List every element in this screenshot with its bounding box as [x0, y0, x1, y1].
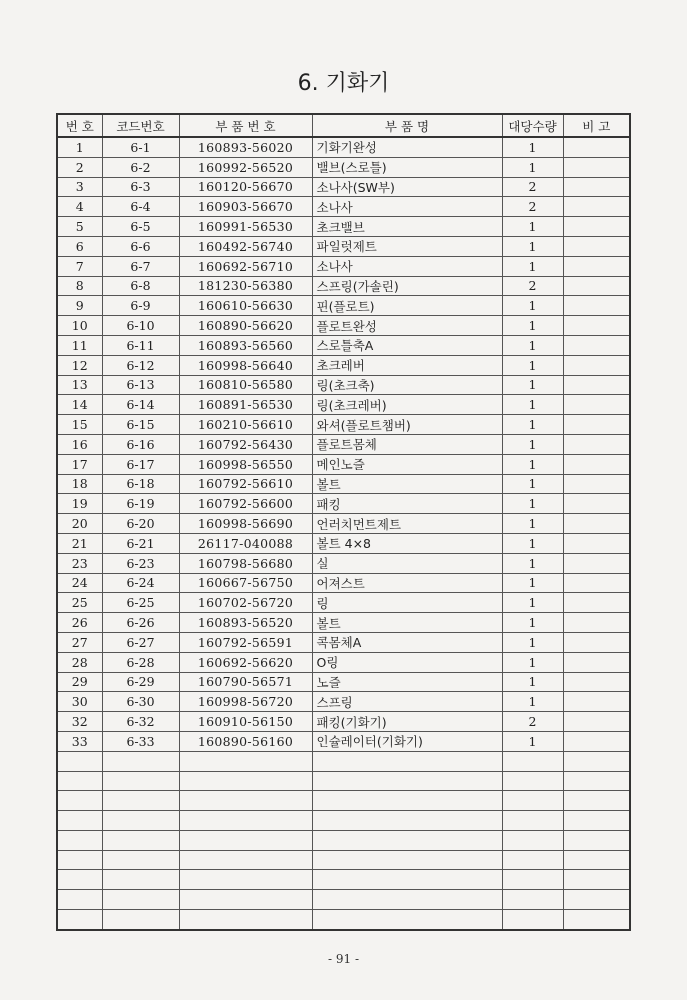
- row-part-number: 160798-56680: [179, 553, 312, 573]
- row-quantity: 1: [502, 573, 563, 593]
- row-part-name: 스로틀축A: [312, 335, 502, 355]
- row-code: 6-19: [102, 494, 179, 514]
- row-quantity: 2: [502, 197, 563, 217]
- row-part-name: 볼트: [312, 474, 502, 494]
- row-part-number: 160667-56750: [179, 573, 312, 593]
- row-quantity: 1: [502, 395, 563, 415]
- row-number: 33: [57, 731, 102, 751]
- table-row: [57, 514, 630, 534]
- empty-cell: [502, 870, 563, 890]
- row-code: 6-10: [102, 316, 179, 336]
- row-number: 12: [57, 355, 102, 375]
- row-remarks: [563, 494, 630, 514]
- row-part-name: 스프링(가솔린): [312, 276, 502, 296]
- row-part-name: 언러치먼트제트: [312, 514, 502, 534]
- row-number: 11: [57, 335, 102, 355]
- row-number: 23: [57, 553, 102, 573]
- row-quantity: 1: [502, 137, 563, 157]
- table-row: [57, 415, 630, 435]
- row-number: 19: [57, 494, 102, 514]
- row-remarks: [563, 197, 630, 217]
- row-code: 6-14: [102, 395, 179, 415]
- table-row: [57, 355, 630, 375]
- empty-cell: [102, 910, 179, 930]
- row-remarks: [563, 256, 630, 276]
- row-quantity: 1: [502, 316, 563, 336]
- header-number: 번 호: [57, 114, 102, 137]
- row-remarks: [563, 553, 630, 573]
- row-code: 6-6: [102, 236, 179, 256]
- empty-cell: [563, 870, 630, 890]
- row-number: 7: [57, 256, 102, 276]
- table-row: [57, 533, 630, 553]
- table-row: [57, 177, 630, 197]
- row-part-number: 160810-56580: [179, 375, 312, 395]
- page-title: 6. 기화기: [297, 71, 390, 96]
- empty-cell: [57, 771, 102, 791]
- empty-cell: [57, 791, 102, 811]
- row-remarks: [563, 652, 630, 672]
- empty-row: [57, 771, 630, 791]
- row-code: 6-5: [102, 217, 179, 237]
- row-quantity: 1: [502, 652, 563, 672]
- row-quantity: 1: [502, 296, 563, 316]
- row-part-number: 160610-56630: [179, 296, 312, 316]
- row-quantity: 2: [502, 276, 563, 296]
- row-code: 6-11: [102, 335, 179, 355]
- row-remarks: [563, 474, 630, 494]
- row-part-number: 160891-56530: [179, 395, 312, 415]
- row-code: 6-24: [102, 573, 179, 593]
- row-part-name: 메인노즐: [312, 454, 502, 474]
- row-remarks: [563, 375, 630, 395]
- empty-cell: [57, 850, 102, 870]
- row-part-number: 160792-56430: [179, 434, 312, 454]
- row-part-name: 초크밸브: [312, 217, 502, 237]
- row-part-number: 160792-56591: [179, 632, 312, 652]
- row-remarks: [563, 454, 630, 474]
- table-row: [57, 474, 630, 494]
- row-part-number: 160890-56160: [179, 731, 312, 751]
- row-part-name: 파일럿제트: [312, 236, 502, 256]
- row-part-name: 콕몸체A: [312, 632, 502, 652]
- row-remarks: [563, 712, 630, 732]
- row-part-name: 플로트몸체: [312, 434, 502, 454]
- empty-cell: [502, 771, 563, 791]
- row-number: 10: [57, 316, 102, 336]
- page-number: - 91 -: [327, 952, 359, 966]
- empty-cell: [179, 850, 312, 870]
- empty-cell: [179, 910, 312, 930]
- empty-row: [57, 791, 630, 811]
- row-quantity: 1: [502, 672, 563, 692]
- row-quantity: 1: [502, 236, 563, 256]
- row-remarks: [563, 276, 630, 296]
- row-code: 6-3: [102, 177, 179, 197]
- row-number: 6: [57, 236, 102, 256]
- row-quantity: 2: [502, 177, 563, 197]
- empty-cell: [102, 771, 179, 791]
- empty-cell: [563, 830, 630, 850]
- row-part-name: 볼트: [312, 613, 502, 633]
- row-part-number: 160893-56520: [179, 613, 312, 633]
- row-number: 4: [57, 197, 102, 217]
- row-part-name: 스프링: [312, 692, 502, 712]
- empty-cell: [312, 811, 502, 831]
- row-part-number: 160120-56670: [179, 177, 312, 197]
- row-quantity: 1: [502, 514, 563, 534]
- row-quantity: 1: [502, 474, 563, 494]
- row-code: 6-32: [102, 712, 179, 732]
- row-part-name: 인슐레이터(기화기): [312, 731, 502, 751]
- empty-row: [57, 870, 630, 890]
- row-code: 6-8: [102, 276, 179, 296]
- row-part-number: 160210-56610: [179, 415, 312, 435]
- row-remarks: [563, 731, 630, 751]
- row-number: 1: [57, 137, 102, 157]
- row-code: 6-25: [102, 593, 179, 613]
- empty-cell: [102, 751, 179, 771]
- empty-cell: [312, 890, 502, 910]
- empty-cell: [502, 751, 563, 771]
- row-quantity: 1: [502, 217, 563, 237]
- empty-cell: [179, 890, 312, 910]
- row-part-name: 패킹: [312, 494, 502, 514]
- empty-cell: [563, 751, 630, 771]
- empty-cell: [312, 830, 502, 850]
- row-remarks: [563, 434, 630, 454]
- empty-cell: [179, 811, 312, 831]
- table-row: [57, 256, 630, 276]
- row-code: 6-33: [102, 731, 179, 751]
- table-row: [57, 236, 630, 256]
- row-part-name: 실: [312, 553, 502, 573]
- empty-row: [57, 890, 630, 910]
- table-row: [57, 137, 630, 157]
- row-quantity: 2: [502, 712, 563, 732]
- table-row: [57, 692, 630, 712]
- empty-row: [57, 830, 630, 850]
- empty-cell: [563, 890, 630, 910]
- table-row: [57, 731, 630, 751]
- empty-row: [57, 910, 630, 930]
- empty-cell: [502, 890, 563, 910]
- empty-cell: [563, 771, 630, 791]
- row-code: 6-2: [102, 157, 179, 177]
- row-number: 17: [57, 454, 102, 474]
- row-code: 6-17: [102, 454, 179, 474]
- row-quantity: 1: [502, 692, 563, 712]
- row-code: 6-12: [102, 355, 179, 375]
- row-part-name: 링(초크축): [312, 375, 502, 395]
- row-number: 21: [57, 533, 102, 553]
- empty-row: [57, 811, 630, 831]
- row-remarks: [563, 692, 630, 712]
- table-row: [57, 613, 630, 633]
- row-quantity: 1: [502, 632, 563, 652]
- row-remarks: [563, 533, 630, 553]
- row-quantity: 1: [502, 553, 563, 573]
- row-remarks: [563, 316, 630, 336]
- table-row: [57, 593, 630, 613]
- empty-cell: [57, 870, 102, 890]
- row-remarks: [563, 672, 630, 692]
- row-part-name: 소나사(SW부): [312, 177, 502, 197]
- row-part-number: 160792-56610: [179, 474, 312, 494]
- row-remarks: [563, 217, 630, 237]
- header-remarks: 비 고: [563, 114, 630, 137]
- row-number: 27: [57, 632, 102, 652]
- row-code: 6-16: [102, 434, 179, 454]
- row-number: 28: [57, 652, 102, 672]
- row-part-name: O링: [312, 652, 502, 672]
- table-row: [57, 712, 630, 732]
- row-remarks: [563, 236, 630, 256]
- empty-cell: [563, 850, 630, 870]
- row-part-number: 160998-56640: [179, 355, 312, 375]
- empty-cell: [179, 771, 312, 791]
- table-row: [57, 672, 630, 692]
- row-part-name: 소나사: [312, 256, 502, 276]
- row-number: 24: [57, 573, 102, 593]
- row-code: 6-1: [102, 137, 179, 157]
- row-quantity: 1: [502, 494, 563, 514]
- parts-table: [56, 113, 631, 931]
- table-row: [57, 494, 630, 514]
- empty-cell: [102, 811, 179, 831]
- row-part-number: 160792-56600: [179, 494, 312, 514]
- row-part-number: 160893-56020: [179, 137, 312, 157]
- table-row: [57, 553, 630, 573]
- empty-cell: [563, 811, 630, 831]
- empty-cell: [312, 751, 502, 771]
- row-part-number: 160998-56690: [179, 514, 312, 534]
- empty-cell: [502, 830, 563, 850]
- row-number: 13: [57, 375, 102, 395]
- table-row: [57, 375, 630, 395]
- table-row: [57, 454, 630, 474]
- row-part-name: 소나사: [312, 197, 502, 217]
- row-quantity: 1: [502, 415, 563, 435]
- empty-cell: [563, 791, 630, 811]
- row-code: 6-4: [102, 197, 179, 217]
- row-part-number: 160492-56740: [179, 236, 312, 256]
- empty-cell: [179, 830, 312, 850]
- table-row: [57, 276, 630, 296]
- row-quantity: 1: [502, 593, 563, 613]
- row-quantity: 1: [502, 454, 563, 474]
- row-part-number: 160890-56620: [179, 316, 312, 336]
- row-code: 6-18: [102, 474, 179, 494]
- row-quantity: 1: [502, 375, 563, 395]
- row-remarks: [563, 355, 630, 375]
- row-part-number: 26117-040088: [179, 533, 312, 553]
- empty-cell: [102, 791, 179, 811]
- row-quantity: 1: [502, 731, 563, 751]
- row-part-name: 기화기완성: [312, 137, 502, 157]
- row-code: 6-30: [102, 692, 179, 712]
- row-remarks: [563, 573, 630, 593]
- row-part-name: 링: [312, 593, 502, 613]
- row-number: 9: [57, 296, 102, 316]
- row-part-number: 160790-56571: [179, 672, 312, 692]
- empty-row: [57, 850, 630, 870]
- row-number: 25: [57, 593, 102, 613]
- row-code: 6-15: [102, 415, 179, 435]
- table-row: [57, 217, 630, 237]
- row-remarks: [563, 335, 630, 355]
- row-remarks: [563, 137, 630, 157]
- empty-cell: [57, 910, 102, 930]
- header-part-name: 부 품 명: [312, 114, 502, 137]
- row-number: 5: [57, 217, 102, 237]
- row-part-number: 160998-56720: [179, 692, 312, 712]
- table-row: [57, 573, 630, 593]
- row-part-name: 초크레버: [312, 355, 502, 375]
- empty-cell: [179, 791, 312, 811]
- row-quantity: 1: [502, 613, 563, 633]
- row-code: 6-7: [102, 256, 179, 276]
- row-quantity: 1: [502, 157, 563, 177]
- row-code: 6-27: [102, 632, 179, 652]
- empty-cell: [502, 850, 563, 870]
- row-number: 14: [57, 395, 102, 415]
- row-quantity: 1: [502, 434, 563, 454]
- row-part-name: 핀(플로트): [312, 296, 502, 316]
- row-number: 20: [57, 514, 102, 534]
- row-number: 30: [57, 692, 102, 712]
- empty-cell: [179, 870, 312, 890]
- row-code: 6-23: [102, 553, 179, 573]
- table-header-row: [57, 114, 630, 137]
- empty-cell: [102, 890, 179, 910]
- row-remarks: [563, 593, 630, 613]
- row-number: 15: [57, 415, 102, 435]
- empty-cell: [57, 751, 102, 771]
- row-code: 6-20: [102, 514, 179, 534]
- row-part-number: 160702-56720: [179, 593, 312, 613]
- row-part-name: 볼트 4×8: [312, 533, 502, 553]
- empty-cell: [563, 910, 630, 930]
- row-remarks: [563, 177, 630, 197]
- row-code: 6-26: [102, 613, 179, 633]
- empty-cell: [502, 910, 563, 930]
- table-row: [57, 197, 630, 217]
- row-code: 6-21: [102, 533, 179, 553]
- empty-cell: [102, 850, 179, 870]
- row-code: 6-29: [102, 672, 179, 692]
- row-code: 6-9: [102, 296, 179, 316]
- row-remarks: [563, 632, 630, 652]
- row-part-number: 160692-56620: [179, 652, 312, 672]
- empty-cell: [102, 830, 179, 850]
- row-part-number: 160992-56520: [179, 157, 312, 177]
- header-code: 코드번호: [102, 114, 179, 137]
- row-part-name: 플로트완성: [312, 316, 502, 336]
- empty-cell: [312, 850, 502, 870]
- table-row: [57, 296, 630, 316]
- empty-cell: [312, 791, 502, 811]
- table-row: [57, 632, 630, 652]
- row-quantity: 1: [502, 335, 563, 355]
- row-part-number: 160998-56550: [179, 454, 312, 474]
- table-row: [57, 316, 630, 336]
- empty-cell: [312, 910, 502, 930]
- row-part-number: 160893-56560: [179, 335, 312, 355]
- row-code: 6-28: [102, 652, 179, 672]
- row-quantity: 1: [502, 355, 563, 375]
- row-part-number: 160991-56530: [179, 217, 312, 237]
- row-part-name: 밸브(스로틀): [312, 157, 502, 177]
- empty-cell: [502, 811, 563, 831]
- row-part-number: 160692-56710: [179, 256, 312, 276]
- table-row: [57, 157, 630, 177]
- empty-cell: [102, 870, 179, 890]
- row-number: 26: [57, 613, 102, 633]
- table-row: [57, 335, 630, 355]
- row-part-number: 160903-56670: [179, 197, 312, 217]
- table-row: [57, 395, 630, 415]
- header-quantity: 대당수량: [502, 114, 563, 137]
- row-number: 16: [57, 434, 102, 454]
- row-number: 32: [57, 712, 102, 732]
- row-part-name: 와셔(플로트챔버): [312, 415, 502, 435]
- row-quantity: 1: [502, 256, 563, 276]
- empty-cell: [312, 870, 502, 890]
- row-quantity: 1: [502, 533, 563, 553]
- empty-row: [57, 751, 630, 771]
- empty-cell: [312, 771, 502, 791]
- row-remarks: [563, 514, 630, 534]
- table-row: [57, 652, 630, 672]
- row-number: 18: [57, 474, 102, 494]
- row-part-name: 패킹(기화기): [312, 712, 502, 732]
- row-number: 2: [57, 157, 102, 177]
- empty-cell: [57, 811, 102, 831]
- row-part-name: 노즐: [312, 672, 502, 692]
- row-remarks: [563, 613, 630, 633]
- row-part-name: 링(초크레버): [312, 395, 502, 415]
- row-number: 8: [57, 276, 102, 296]
- row-part-name: 어져스트: [312, 573, 502, 593]
- row-remarks: [563, 395, 630, 415]
- empty-cell: [179, 751, 312, 771]
- header-part-number: 부 품 번 호: [179, 114, 312, 137]
- empty-cell: [57, 830, 102, 850]
- table-row: [57, 434, 630, 454]
- empty-cell: [57, 890, 102, 910]
- row-code: 6-13: [102, 375, 179, 395]
- row-number: 29: [57, 672, 102, 692]
- row-remarks: [563, 157, 630, 177]
- row-number: 3: [57, 177, 102, 197]
- row-remarks: [563, 296, 630, 316]
- row-part-number: 160910-56150: [179, 712, 312, 732]
- row-part-number: 181230-56380: [179, 276, 312, 296]
- row-remarks: [563, 415, 630, 435]
- empty-cell: [502, 791, 563, 811]
